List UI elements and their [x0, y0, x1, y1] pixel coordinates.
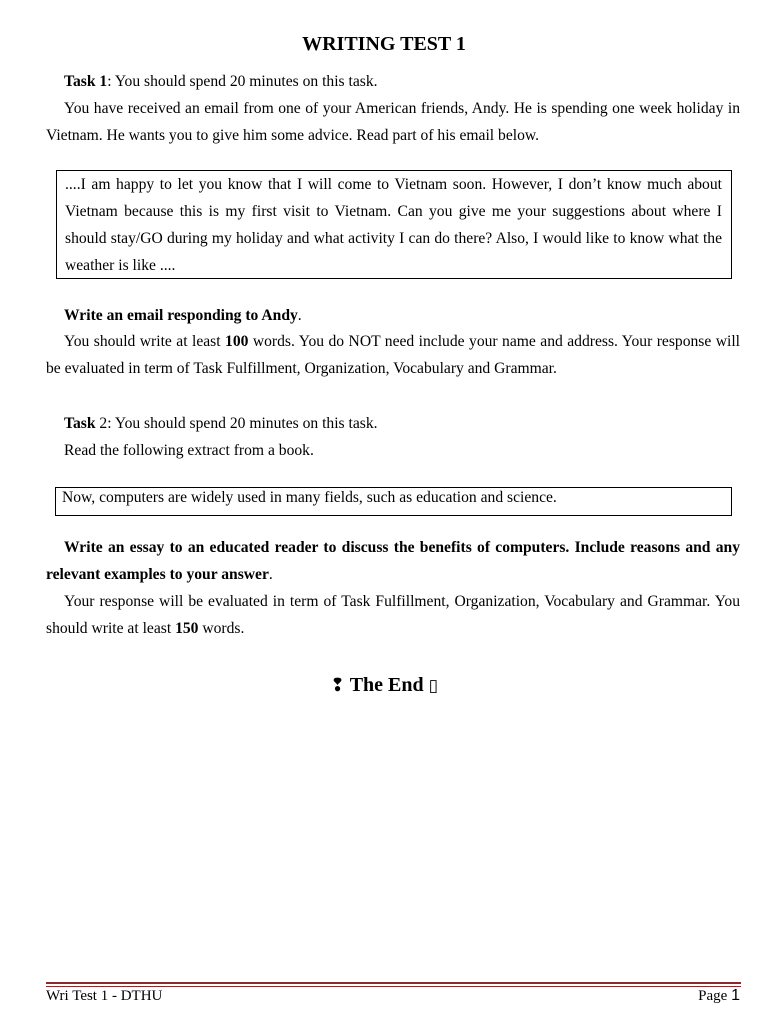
email-excerpt: ....I am happy to let you know that I will come to Vietnam soon. However, I don’t know much about Vietnam because this is my first visit to Vietnam. Can you give me your suggestions about where I should stay/GO during my holiday and what activity I can do there? Also, I would like to know what the weather is like .... [65, 176, 722, 274]
the-end-heading [0, 674, 768, 697]
task1-instruction: Task 1: You should spend 20 minutes on this task. [64, 73, 378, 90]
task2-instruction: Task 2: You should spend 20 minutes on this task. [64, 415, 378, 432]
task2-requirements: Your response will be evaluated in term of Task Fulfillment, Organization, Vocabulary and Grammar. You should write at least 150 words. [46, 593, 740, 637]
task2-label: Task [64, 415, 96, 432]
task1-requirements: You should write at least 100 words. You do NOT need include your name and address. Your response will be evaluated in term of Task Fulfillment, Organization, Vocabulary and Grammar. [46, 333, 740, 377]
exclamation-ornament-icon: ❢ [329, 675, 346, 696]
task2-word-count: 150 [175, 620, 199, 637]
task2-intro: Read the following extract from a book. [64, 442, 314, 459]
book-extract-box [55, 487, 732, 516]
footer-page-number: Page 1 [698, 987, 740, 1004]
page-title: WRITING TEST 1 [302, 33, 466, 55]
task1-word-count: 100 [225, 333, 249, 350]
book-extract: Now, computers are widely used in many fields, such as education and science. [62, 489, 557, 506]
missing-glyph-icon: ▯ [428, 676, 439, 696]
footer-divider [46, 982, 741, 987]
task1-intro: You have received an email from one of your American friends, Andy. He is spending one week holiday in Vietnam. He wants you to give him some advice. Read part of his email below. [46, 100, 740, 144]
email-excerpt-box [56, 170, 732, 279]
task1-label: Task 1 [64, 73, 108, 90]
footer-document-name: Wri Test 1 - DTHU [46, 988, 163, 1004]
task1-prompt: Write an email responding to Andy. [64, 307, 302, 324]
task2-prompt: Write an essay to an educated reader to discuss the benefits of computers. Include reasons and any relevant examples to your answer. [46, 539, 740, 583]
the-end-text: The End [349, 674, 424, 696]
